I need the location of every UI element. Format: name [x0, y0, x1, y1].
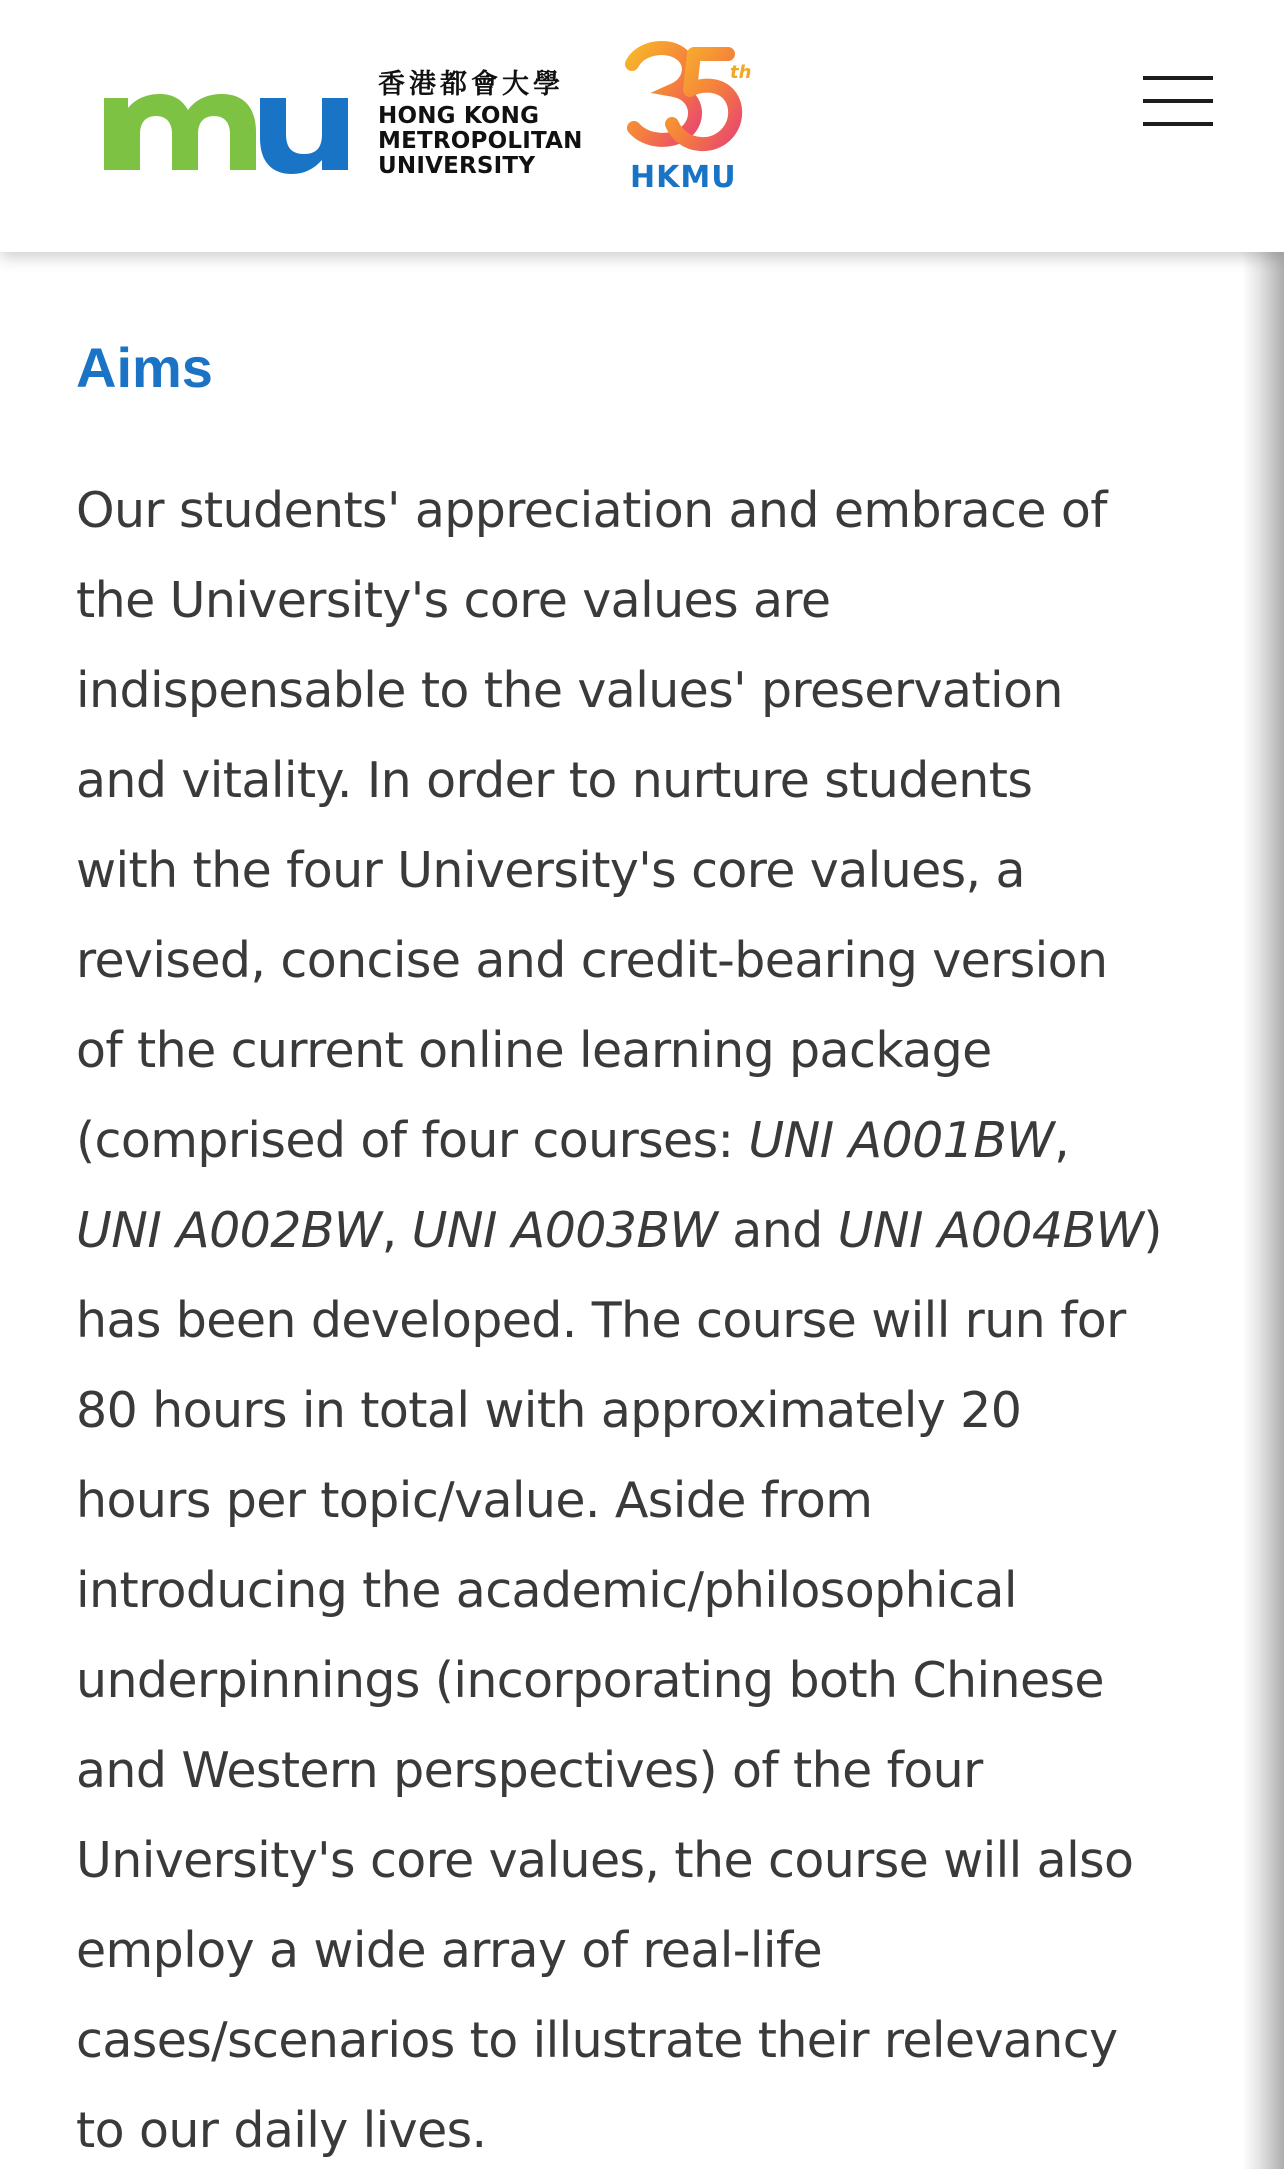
aims-paragraph [76, 466, 1226, 2169]
paragraph-line [76, 1816, 1226, 1906]
university-name-en-line-2: METROPOLITAN [378, 128, 583, 154]
text-run: underpinnings (incorporating both Chinese [76, 1652, 1104, 1709]
mu-logo-mark [100, 68, 360, 188]
paragraph-line [76, 1186, 1226, 1276]
text-run: ) [1143, 1202, 1162, 1259]
paragraph-line [76, 826, 1226, 916]
text-run: of the current online learning package [76, 1022, 992, 1079]
university-logo-link[interactable] [100, 38, 760, 208]
paragraph-line [76, 1636, 1226, 1726]
paragraph-line [76, 1906, 1226, 1996]
menu-bar-bottom [1143, 122, 1213, 126]
paragraph-line [76, 736, 1226, 826]
university-name-en-line-3: UNIVERSITY [378, 153, 536, 179]
university-name-zh: 香港都會大學 [378, 69, 564, 100]
text-run: 80 hours in total with approximately 20 [76, 1382, 1022, 1439]
text-run: cases/scenarios to illustrate their relevancy [76, 2012, 1118, 2069]
text-run: , [381, 1202, 412, 1259]
menu-bar-middle [1143, 99, 1213, 103]
text-run: employ a wide array of real-life [76, 1922, 823, 1979]
anniversary-label: HKMU [630, 160, 737, 195]
paragraph-line [76, 1546, 1226, 1636]
paragraph-line [76, 916, 1226, 1006]
paragraph-line [76, 556, 1226, 646]
course-code: UNI A001BW [748, 1112, 1055, 1169]
paragraph-line [76, 1096, 1226, 1186]
paragraph-line [76, 1006, 1226, 1096]
course-code: UNI A002BW [76, 1202, 382, 1259]
text-run: has been developed. The course will run for [76, 1292, 1126, 1349]
paragraph-line [76, 1726, 1226, 1816]
paragraph-line [76, 1996, 1226, 2086]
text-run: hours per topic/value. Aside from [76, 1472, 873, 1529]
text-run: to our daily lives. [76, 2102, 487, 2159]
course-code: UNI A003BW [411, 1202, 718, 1259]
text-run: indispensable to the values' preservation [76, 662, 1063, 719]
paragraph-line [76, 2086, 1226, 2169]
section-title-aims: Aims [76, 336, 213, 399]
anniversary-suffix: th [730, 62, 752, 83]
text-run: and [717, 1202, 838, 1259]
text-run: revised, concise and credit-bearing version [76, 932, 1108, 989]
hamburger-menu-icon[interactable] [1140, 70, 1216, 132]
text-run: (comprised of four courses: [76, 1112, 749, 1169]
text-run: , [1054, 1112, 1070, 1169]
university-name-en-line-1: HONG KONG [378, 103, 540, 129]
text-run: the University's core values are [76, 572, 831, 629]
paragraph-line [76, 646, 1226, 736]
university-name [378, 68, 608, 179]
text-run: introducing the academic/philosophical [76, 1562, 1017, 1619]
text-run: and Western perspectives) of the four [76, 1742, 983, 1799]
paragraph-line [76, 1456, 1226, 1546]
text-run: with the four University's core values, a [76, 842, 1025, 899]
paragraph-line [76, 466, 1226, 556]
course-code: UNI A004BW [837, 1202, 1144, 1259]
paragraph-line [76, 1276, 1226, 1366]
text-run: and vitality. In order to nurture students [76, 752, 1033, 809]
text-run: Our students' appreciation and embrace of [76, 482, 1107, 539]
menu-bar-top [1143, 76, 1213, 80]
text-run: University's core values, the course will also [76, 1832, 1134, 1889]
site-header [0, 0, 1284, 252]
paragraph-line [76, 1366, 1226, 1456]
main-content [0, 252, 1284, 2169]
